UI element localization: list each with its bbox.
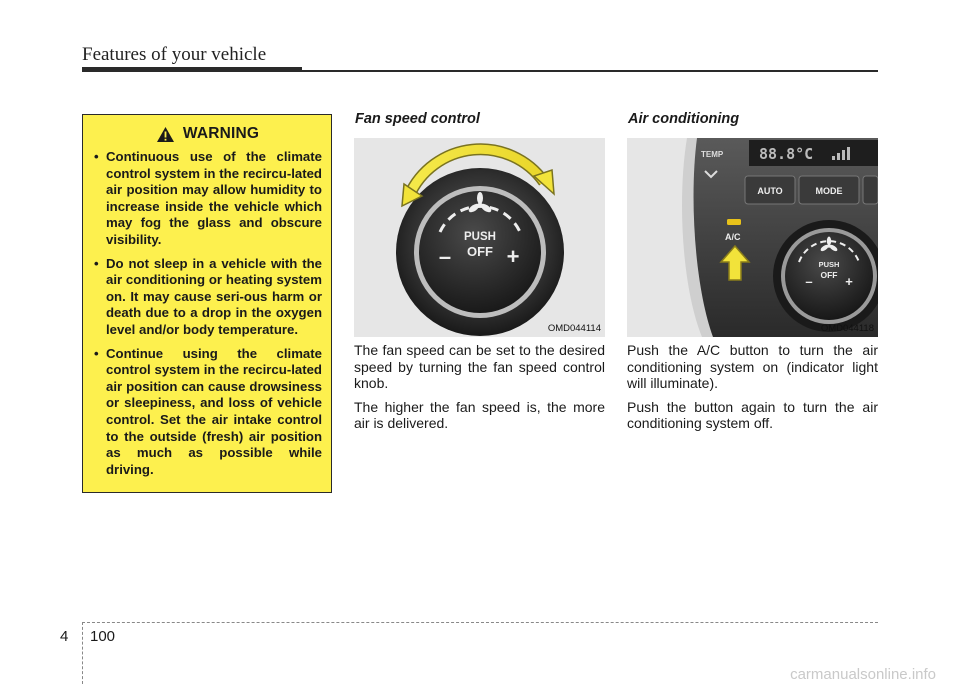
warning-item: • Continue using the climate control system in the recircu-lated air position can cause drowsiness or sleepiness, and loss of vehicle control. Set the air intake control to the outside (fresh) air position as much as possible while driving. — [93, 346, 322, 479]
knob-off-label: OFF — [820, 270, 838, 280]
chapter-number: 4 — [60, 628, 69, 645]
warning-title: WARNING — [182, 125, 260, 142]
knob-plus-label: + — [506, 244, 520, 269]
watermark: carmanualsonline.info — [790, 666, 936, 683]
paragraph: Push the button again to turn the air conditioning system off. — [627, 398, 878, 431]
warning-triangle-icon — [156, 126, 175, 143]
knob-push-label: PUSH — [818, 260, 840, 269]
knob-plus-label: + — [845, 274, 853, 289]
fan-speed-text — [354, 342, 605, 439]
warning-item: • Continuous use of the climate control system in the recircu-lated air position may allow humidity to increase inside the vehicle which may fog the glass and obscure visibility. — [93, 149, 322, 249]
header-rule — [302, 70, 878, 72]
air-conditioning-text — [627, 342, 878, 439]
fan-knob-figure — [354, 138, 605, 337]
ac-button-label[interactable]: A/C — [725, 232, 741, 242]
temp-label: TEMP — [701, 150, 724, 159]
warning-list — [93, 149, 322, 478]
ac-indicator-light — [727, 219, 741, 225]
page-number: 100 — [90, 628, 116, 645]
knob-off-label: OFF — [467, 244, 493, 259]
warning-item: • Do not sleep in a vehicle with the air conditioning or heating system on. It may cause seri-ous harm or death due to a drop in the oxygen level and/or body temperature. — [93, 256, 322, 339]
footer-divider — [82, 622, 83, 684]
ac-panel-figure — [627, 138, 878, 337]
knob-minus-label: – — [438, 244, 452, 269]
knob-push-label: PUSH — [464, 231, 496, 243]
header-bar — [82, 67, 302, 72]
paragraph: The higher the fan speed is, the more air is delivered. — [354, 398, 605, 431]
paragraph: Push the A/C button to turn the air conditioning system on (indicator light will illuminate). — [627, 342, 878, 391]
fan-knob-illustration — [354, 138, 605, 337]
knob-minus-label: – — [805, 274, 813, 289]
auto-label: AUTO — [757, 186, 783, 196]
display-temp: 88.8°C — [759, 145, 814, 163]
air-conditioning-title: Air conditioning — [628, 111, 740, 127]
warning-header — [93, 125, 322, 143]
figure-code: OMD044118 — [820, 323, 874, 334]
footer-rule — [82, 622, 878, 623]
figure-code: OMD044114 — [547, 323, 601, 334]
ac-panel-illustration — [627, 138, 878, 337]
warning-box — [82, 114, 332, 493]
fan-speed-title: Fan speed control — [355, 111, 480, 127]
mode-label: MODE — [815, 186, 843, 196]
paragraph: The fan speed can be set to the desired speed by turning the fan speed control knob. — [354, 342, 605, 391]
page-header-title: Features of your vehicle — [82, 44, 267, 65]
